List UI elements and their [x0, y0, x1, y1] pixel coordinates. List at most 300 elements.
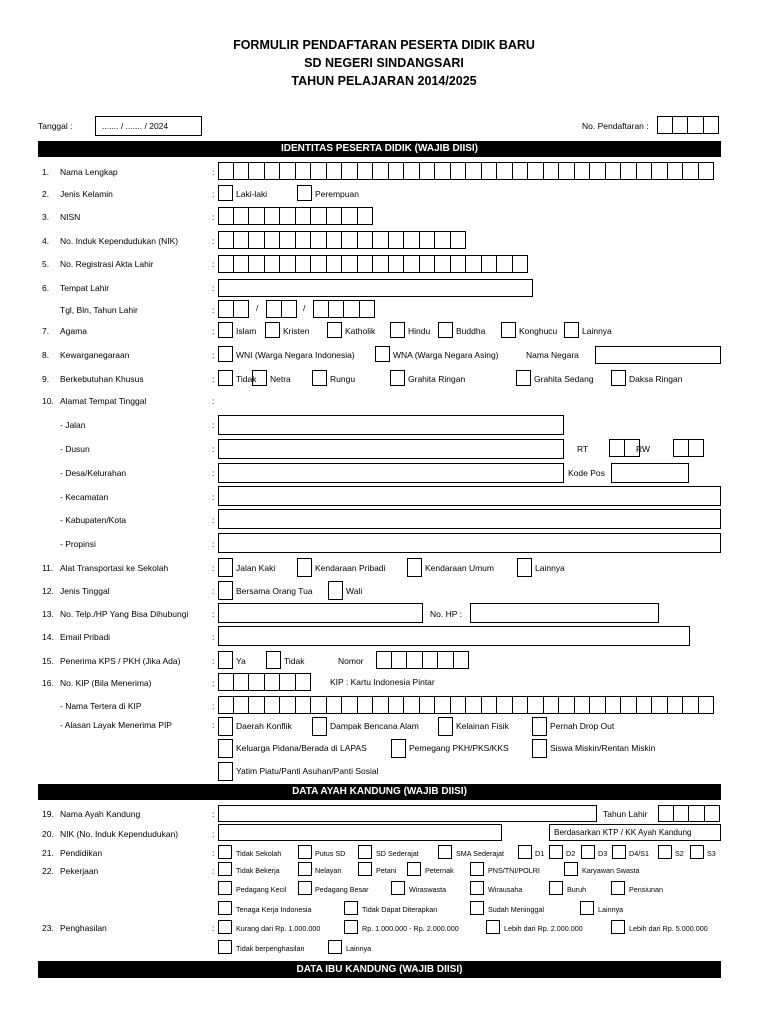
kip-name-field-cell[interactable] [621, 696, 637, 714]
kps-number-label: Nomor [338, 656, 364, 666]
full-name-field-cell[interactable] [559, 162, 575, 180]
kip-name-field-cell[interactable] [218, 696, 234, 714]
label-birthplace: Tempat Lahir [60, 283, 110, 293]
kip-number-field-cell[interactable] [280, 673, 296, 691]
birth-year-field[interactable] [313, 300, 375, 318]
full-name-field-cell[interactable] [699, 162, 715, 180]
full-name-field-cell[interactable] [234, 162, 250, 180]
option-label: Lainnya [598, 905, 624, 914]
full-name-field-cell[interactable] [451, 162, 467, 180]
province-field[interactable] [218, 533, 721, 553]
needs-netra-checkbox[interactable] [252, 370, 267, 386]
option-label: S3 [707, 849, 716, 858]
nisn-field-cell[interactable] [249, 207, 265, 225]
kps-number-field-cell[interactable] [376, 651, 392, 669]
birth-day-field-cell[interactable] [234, 300, 250, 318]
full-name-field-cell[interactable] [249, 162, 265, 180]
full-name-field[interactable] [218, 162, 714, 180]
village-field[interactable] [218, 463, 564, 483]
kip-name-field-cell[interactable] [668, 696, 684, 714]
hamlet-field[interactable] [218, 439, 564, 459]
kps-no-checkbox[interactable] [266, 651, 281, 669]
kip-name-field-cell[interactable] [373, 696, 389, 714]
job-civil-servant-checkbox[interactable] [470, 862, 484, 876]
full-name-field-cell[interactable] [420, 162, 436, 180]
field-number: 11. [42, 563, 54, 573]
religion-hindu-checkbox[interactable] [390, 322, 405, 338]
nisn-field-cell[interactable] [311, 207, 327, 225]
kip-number-field[interactable] [218, 673, 311, 691]
religion-buddha-checkbox[interactable] [438, 322, 453, 338]
income-none-checkbox[interactable] [218, 940, 232, 954]
birth-cert-field-cell[interactable] [358, 255, 374, 273]
job-entrepreneur-checkbox[interactable] [391, 881, 405, 895]
mobile-label: No. HP : [430, 609, 462, 619]
needs-grahita-sedang-checkbox[interactable] [516, 370, 531, 386]
kps-number-field-cell[interactable] [407, 651, 423, 669]
option-label: Tidak Dapat Diterapkan [362, 905, 438, 914]
option-label: / [303, 303, 306, 313]
kip-name-field-cell[interactable] [637, 696, 653, 714]
job-deceased-checkbox[interactable] [470, 901, 484, 915]
job-not-applicable-checkbox[interactable] [344, 901, 358, 915]
kip-name-field-cell[interactable] [249, 696, 265, 714]
option-label: Tidak [236, 374, 257, 384]
option-label: Rp. 1.000.000 - Rp. 2.000.000 [362, 924, 459, 933]
kip-number-field-cell[interactable] [218, 673, 234, 691]
nik-field-cell[interactable] [342, 231, 358, 249]
nik-field-cell[interactable] [404, 231, 420, 249]
colon-separator: : [212, 586, 215, 596]
birth-cert-field-cell[interactable] [497, 255, 513, 273]
transport-public-checkbox[interactable] [407, 558, 422, 577]
phone-field[interactable] [218, 603, 423, 623]
full-name-field-cell[interactable] [482, 162, 498, 180]
reg-number-field-cell[interactable] [657, 116, 673, 134]
nisn-field-cell[interactable] [296, 207, 312, 225]
birth-cert-field-cell[interactable] [373, 255, 389, 273]
option-label: Netra [270, 374, 291, 384]
edu-d4-s1-checkbox[interactable] [612, 845, 626, 859]
birth-cert-field-cell[interactable] [311, 255, 327, 273]
option-label: Petani [376, 866, 397, 875]
full-name-field-cell[interactable] [544, 162, 560, 180]
full-name-field-cell[interactable] [342, 162, 358, 180]
nisn-field-cell[interactable] [265, 207, 281, 225]
rt-field-cell[interactable] [609, 439, 625, 457]
label-father-income: Penghasilan [60, 923, 107, 933]
street-field[interactable] [218, 415, 564, 435]
job-migrant-worker-checkbox[interactable] [218, 901, 232, 915]
kip-name-field-cell[interactable] [559, 696, 575, 714]
father-birth-year-field[interactable] [658, 805, 720, 822]
reg-number-field-cell[interactable] [673, 116, 689, 134]
full-name-field-cell[interactable] [373, 162, 389, 180]
colon-separator: : [212, 701, 215, 711]
option-label: Wiraswasta [409, 885, 447, 894]
regency-field[interactable] [218, 509, 721, 529]
colon-separator: : [212, 283, 215, 293]
birth-day-field[interactable] [218, 300, 249, 318]
option-label: Dampak Bencana Alam [330, 721, 419, 731]
full-name-field-cell[interactable] [528, 162, 544, 180]
full-name-field-cell[interactable] [311, 162, 327, 180]
kip-name-field-cell[interactable] [389, 696, 405, 714]
birth-month-field-cell[interactable] [282, 300, 298, 318]
nik-field-cell[interactable] [311, 231, 327, 249]
colon-separator: : [212, 189, 215, 199]
option-label: Tidak Sekolah [236, 849, 282, 858]
full-name-field-cell[interactable] [621, 162, 637, 180]
reg-number-field-cell[interactable] [704, 116, 720, 134]
kip-name-field-cell[interactable] [358, 696, 374, 714]
nik-field-cell[interactable] [296, 231, 312, 249]
birth-cert-field-cell[interactable] [466, 255, 482, 273]
nik-field-cell[interactable] [451, 231, 467, 249]
transport-private-checkbox[interactable] [297, 558, 312, 577]
full-name-field-cell[interactable] [218, 162, 234, 180]
label-kps-pkh: Penerima KPS / PKH (Jika Ada) [60, 656, 181, 666]
full-name-field-cell[interactable] [265, 162, 281, 180]
option-label: D1 [535, 849, 545, 858]
colon-separator: : [212, 167, 215, 177]
birth-cert-field-cell[interactable] [482, 255, 498, 273]
nisn-field-cell[interactable] [234, 207, 250, 225]
kip-name-field-cell[interactable] [497, 696, 513, 714]
father-birth-year-field-cell[interactable] [658, 805, 674, 822]
kip-number-field-cell[interactable] [296, 673, 312, 691]
country-name-label: Nama Negara [526, 350, 579, 360]
field-number: 15. [42, 656, 54, 666]
nik-field-cell[interactable] [373, 231, 389, 249]
option-label: Pedagang Besar [315, 885, 369, 894]
birthplace-field[interactable] [218, 279, 533, 297]
gender-female-checkbox[interactable] [297, 185, 312, 201]
birth-cert-field-cell[interactable] [280, 255, 296, 273]
job-self-employed-checkbox[interactable] [470, 881, 484, 895]
date-value: ....... / ....... / 2024 [102, 121, 169, 131]
kip-name-field-cell[interactable] [544, 696, 560, 714]
label-residence: Jenis Tinggal [60, 586, 110, 596]
citizenship-wna-checkbox[interactable] [375, 346, 390, 362]
nik-field-cell[interactable] [234, 231, 250, 249]
full-name-field-cell[interactable] [296, 162, 312, 180]
birth-cert-field-cell[interactable] [435, 255, 451, 273]
edu-sma-checkbox[interactable] [438, 845, 452, 859]
full-name-field-cell[interactable] [668, 162, 684, 180]
full-name-field-cell[interactable] [590, 162, 606, 180]
income-other-checkbox[interactable] [328, 940, 342, 954]
district-field[interactable] [218, 486, 721, 506]
edu-d2-checkbox[interactable] [549, 845, 563, 859]
nik-field-cell[interactable] [420, 231, 436, 249]
kip-name-field-cell[interactable] [699, 696, 715, 714]
rw-field-cell[interactable] [673, 439, 689, 457]
birth-cert-field-cell[interactable] [296, 255, 312, 273]
full-name-field-cell[interactable] [466, 162, 482, 180]
full-name-field-cell[interactable] [575, 162, 591, 180]
rw-field[interactable] [673, 439, 704, 457]
option-label: Karyawan Swasta [582, 866, 640, 875]
kip-name-field-cell[interactable] [482, 696, 498, 714]
colon-separator: : [212, 923, 215, 933]
nisn-field-cell[interactable] [342, 207, 358, 225]
option-label: Tidak [284, 656, 305, 666]
full-name-field-cell[interactable] [606, 162, 622, 180]
kip-name-field-cell[interactable] [528, 696, 544, 714]
rw-field-cell[interactable] [689, 439, 705, 457]
birth-year-field-cell[interactable] [344, 300, 360, 318]
country-name-field[interactable] [595, 346, 721, 364]
gender-male-checkbox[interactable] [218, 185, 233, 201]
pip-orphan-checkbox[interactable] [218, 762, 233, 781]
birth-year-field-cell[interactable] [329, 300, 345, 318]
nisn-field-cell[interactable] [280, 207, 296, 225]
job-big-trader-checkbox[interactable] [298, 881, 312, 895]
option-label: S2 [675, 849, 684, 858]
religion-katholik-checkbox[interactable] [327, 322, 342, 338]
kip-name-field-cell[interactable] [451, 696, 467, 714]
option-label: Lebih dari Rp. 2.000.000 [504, 924, 583, 933]
edu-d1-checkbox[interactable] [518, 845, 532, 859]
job-small-trader-checkbox[interactable] [218, 881, 232, 895]
full-name-field-cell[interactable] [404, 162, 420, 180]
kip-name-field-cell[interactable] [234, 696, 250, 714]
residence-guardian-checkbox[interactable] [328, 581, 343, 600]
kip-name-field-cell[interactable] [296, 696, 312, 714]
needs-none-checkbox[interactable] [218, 370, 233, 386]
label-province: - Propinsi [60, 539, 96, 549]
kip-name-field-cell[interactable] [466, 696, 482, 714]
kip-number-field-cell[interactable] [249, 673, 265, 691]
kip-name-field-cell[interactable] [342, 696, 358, 714]
label-phone: No. Telp./HP Yang Bisa Dihubungi [60, 609, 189, 619]
full-name-field-cell[interactable] [513, 162, 529, 180]
birth-cert-field-cell[interactable] [234, 255, 250, 273]
birth-year-field-cell[interactable] [360, 300, 376, 318]
kip-name-field-cell[interactable] [404, 696, 420, 714]
kip-name-field-cell[interactable] [280, 696, 296, 714]
income-over-2m-checkbox[interactable] [486, 920, 500, 934]
kps-number-field-cell[interactable] [392, 651, 408, 669]
nik-field-cell[interactable] [389, 231, 405, 249]
nik-field-cell[interactable] [265, 231, 281, 249]
nik-field-cell[interactable] [218, 231, 234, 249]
edu-s3-checkbox[interactable] [690, 845, 704, 859]
job-private-employee-checkbox[interactable] [564, 862, 578, 876]
option-label: Wali [346, 586, 363, 596]
option-label: Pensiunan [629, 885, 663, 894]
date-field[interactable] [95, 116, 202, 136]
section-student-identity: IDENTITAS PESERTA DIDIK (WAJIB DIISI) [38, 141, 721, 157]
field-number: 14. [42, 632, 54, 642]
full-name-field-cell[interactable] [637, 162, 653, 180]
edu-s2-checkbox[interactable] [658, 845, 672, 859]
colon-separator: : [212, 720, 215, 730]
job-fisherman-checkbox[interactable] [298, 862, 312, 876]
kip-name-field-cell[interactable] [652, 696, 668, 714]
father-birth-year-field-cell[interactable] [689, 805, 705, 822]
kps-yes-checkbox[interactable] [218, 651, 233, 669]
edu-sd-checkbox[interactable] [358, 845, 372, 859]
kip-name-field-cell[interactable] [590, 696, 606, 714]
kip-name-field-cell[interactable] [513, 696, 529, 714]
edu-none-checkbox[interactable] [218, 845, 232, 859]
colon-separator: : [212, 539, 215, 549]
father-name-field[interactable] [218, 805, 597, 822]
kip-name-field[interactable] [218, 696, 714, 714]
job-unemployed-checkbox[interactable] [218, 862, 232, 876]
birth-cert-field-cell[interactable] [389, 255, 405, 273]
full-name-field-cell[interactable] [327, 162, 343, 180]
pip-poor-checkbox[interactable] [532, 739, 547, 758]
colon-separator: : [212, 468, 215, 478]
option-label: Hindu [408, 326, 431, 336]
transport-walk-checkbox[interactable] [218, 558, 233, 577]
father-nik-field[interactable] [218, 824, 502, 841]
kip-name-field-cell[interactable] [606, 696, 622, 714]
kps-number-field[interactable] [376, 651, 469, 669]
kip-name-field-cell[interactable] [435, 696, 451, 714]
birth-cert-field-cell[interactable] [265, 255, 281, 273]
field-number: 5. [42, 259, 50, 269]
mobile-field[interactable] [470, 603, 659, 623]
citizenship-wni-checkbox[interactable] [218, 346, 233, 362]
colon-separator: : [212, 866, 215, 876]
full-name-field-cell[interactable] [435, 162, 451, 180]
colon-separator: : [212, 420, 215, 430]
income-over-5m-checkbox[interactable] [611, 920, 625, 934]
option-label: Kelainan Fisik [456, 721, 509, 731]
pip-conflict-checkbox[interactable] [218, 717, 233, 736]
birth-month-field[interactable] [266, 300, 297, 318]
needs-grahita-ringan-checkbox[interactable] [390, 370, 405, 386]
kps-number-field-cell[interactable] [438, 651, 454, 669]
label-regency: - Kabupaten/Kota [60, 515, 127, 525]
edu-dropout-sd-checkbox[interactable] [298, 845, 312, 859]
full-name-field-cell[interactable] [497, 162, 513, 180]
option-label: Ya [236, 656, 246, 666]
option-label: Islam [236, 326, 257, 336]
kip-name-field-cell[interactable] [327, 696, 343, 714]
religion-other-checkbox[interactable] [564, 322, 579, 338]
birth-cert-field-cell[interactable] [513, 255, 529, 273]
pip-disaster-checkbox[interactable] [312, 717, 327, 736]
postal-code-field[interactable] [611, 463, 689, 483]
option-label: Pedagang Kecil [236, 885, 287, 894]
kip-number-field-cell[interactable] [234, 673, 250, 691]
colon-separator: : [212, 515, 215, 525]
field-number: 19. [42, 809, 54, 819]
religion-islam-checkbox[interactable] [218, 322, 233, 338]
field-number: 3. [42, 212, 50, 222]
nik-field-cell[interactable] [435, 231, 451, 249]
edu-d3-checkbox[interactable] [581, 845, 595, 859]
kps-number-field-cell[interactable] [454, 651, 470, 669]
full-name-field-cell[interactable] [280, 162, 296, 180]
income-under-1m-checkbox[interactable] [218, 920, 232, 934]
kip-name-field-cell[interactable] [265, 696, 281, 714]
kip-name-field-cell[interactable] [683, 696, 699, 714]
nik-field-cell[interactable] [280, 231, 296, 249]
birth-cert-field-cell[interactable] [342, 255, 358, 273]
option-label: Lainnya [535, 563, 565, 573]
pip-dropout-checkbox[interactable] [532, 717, 547, 736]
job-retired-checkbox[interactable] [611, 881, 625, 895]
kip-name-field-cell[interactable] [575, 696, 591, 714]
birth-cert-field-cell[interactable] [327, 255, 343, 273]
option-label: WNA (Warga Negara Asing) [393, 350, 499, 360]
father-birth-year-field-cell[interactable] [705, 805, 721, 822]
colon-separator: : [212, 212, 215, 222]
reg-number-field[interactable] [657, 116, 719, 134]
nik-field-cell[interactable] [327, 231, 343, 249]
birth-day-field-cell[interactable] [218, 300, 234, 318]
religion-kristen-checkbox[interactable] [265, 322, 280, 338]
pip-disability-checkbox[interactable] [438, 717, 453, 736]
kip-name-field-cell[interactable] [311, 696, 327, 714]
birth-cert-field-cell[interactable] [218, 255, 234, 273]
pip-pkh-checkbox[interactable] [391, 739, 406, 758]
email-field[interactable] [218, 626, 690, 646]
reg-number-field-cell[interactable] [688, 116, 704, 134]
full-name-field-cell[interactable] [389, 162, 405, 180]
option-label: Tenaga Kerja Indonesia [236, 905, 312, 914]
nik-field-cell[interactable] [358, 231, 374, 249]
birth-cert-field-cell[interactable] [404, 255, 420, 273]
colon-separator: : [212, 809, 215, 819]
kps-number-field-cell[interactable] [423, 651, 439, 669]
nisn-field-cell[interactable] [218, 207, 234, 225]
kip-number-field-cell[interactable] [265, 673, 281, 691]
birth-cert-field-cell[interactable] [420, 255, 436, 273]
birth-cert-field-cell[interactable] [249, 255, 265, 273]
pip-prison-checkbox[interactable] [218, 739, 233, 758]
needs-daksa-ringan-checkbox[interactable] [611, 370, 626, 386]
birth-year-field-cell[interactable] [313, 300, 329, 318]
nisn-field[interactable] [218, 207, 373, 225]
income-1m-2m-checkbox[interactable] [344, 920, 358, 934]
job-laborer-checkbox[interactable] [549, 881, 563, 895]
label-village: - Desa/Kelurahan [60, 468, 127, 478]
father-nik-basis: Berdasarkan KTP / KK Ayah Kandung [549, 824, 721, 841]
nik-field[interactable] [218, 231, 466, 249]
nik-field-cell[interactable] [249, 231, 265, 249]
birth-cert-field-cell[interactable] [451, 255, 467, 273]
rt-label: RT [577, 444, 589, 454]
full-name-field-cell[interactable] [652, 162, 668, 180]
father-birth-year-field-cell[interactable] [674, 805, 690, 822]
job-other-checkbox[interactable] [580, 901, 594, 915]
colon-separator: : [212, 563, 215, 573]
kip-name-field-cell[interactable] [420, 696, 436, 714]
needs-rungu-checkbox[interactable] [312, 370, 327, 386]
job-breeder-checkbox[interactable] [407, 862, 421, 876]
colon-separator: : [212, 374, 215, 384]
residence-parents-checkbox[interactable] [218, 581, 233, 600]
full-name-field-cell[interactable] [358, 162, 374, 180]
nisn-field-cell[interactable] [358, 207, 374, 225]
job-farmer-checkbox[interactable] [358, 862, 372, 876]
nisn-field-cell[interactable] [327, 207, 343, 225]
birth-month-field-cell[interactable] [266, 300, 282, 318]
full-name-field-cell[interactable] [683, 162, 699, 180]
transport-other-checkbox[interactable] [517, 558, 532, 577]
field-number: 20. [42, 829, 54, 839]
birth-cert-field[interactable] [218, 255, 528, 273]
reg-number-label: No. Pendaftaran : [582, 121, 649, 131]
religion-konghucu-checkbox[interactable] [501, 322, 516, 338]
